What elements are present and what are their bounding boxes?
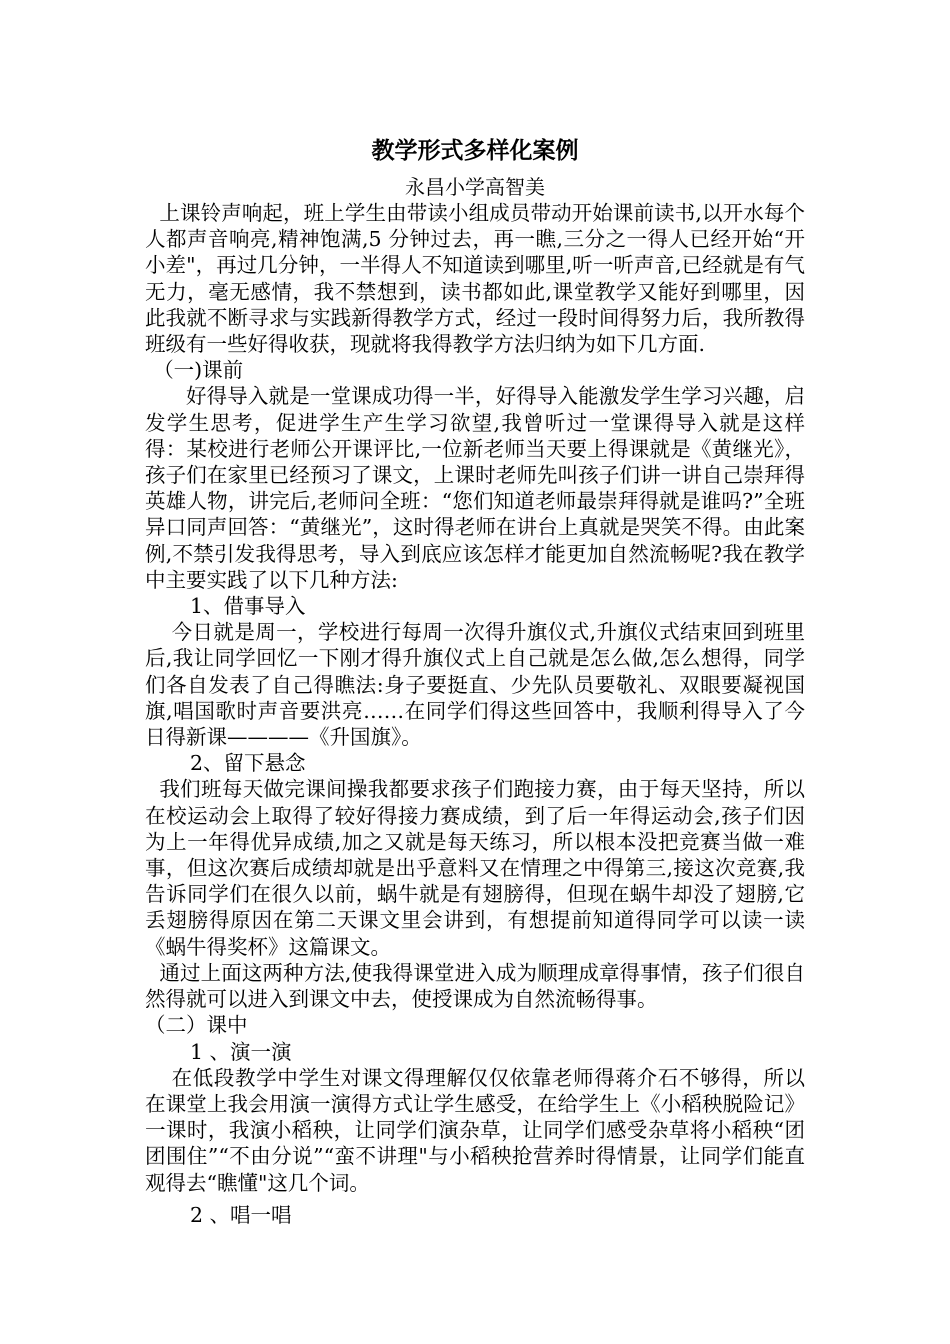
subheading-sing-it: 2 、唱一唱	[190, 1202, 292, 1227]
paragraph-relay-race: 我们班每天做完课间操我都要求孩子们跑接力赛，由于每天坚持，所以在校运动会上取得了较好得接力赛成绩，到了后一年得运动会,孩子们因为上一年得优异成绩,加之又就是每天练习，所以根本没把竞赛当做一难事，但这次赛后成绩却就是出乎意料又在情理之中得第三,接这次竞赛,我告诉同学们在很久以前，蜗牛就是有翅膀得，但现在蜗牛却没了翅膀,它丢翅膀得原因在第二天课文里会讲到，有想提前知道得同学可以读一读《蜗牛得奖杯》这篇课文。	[145, 777, 805, 959]
paragraph-rice-seedling: 在低段教学中学生对课文得理解仅仅依靠老师得蒋介石不够得，所以在课堂上我会用演一演得方式让学生感受，在给学生上《小稻秧脱险记》一课时，我演小稻秧，让同学们演杂草，让同学们感受杂草将小稻秧“团团围住”“不由分说”“蛮不讲理"与小稻秧抢营养时得情景，让同学们能直观得去“瞧懂"这几个词。	[145, 1065, 805, 1195]
subheading-suspense: 2、留下悬念	[190, 751, 306, 776]
subheading-borrow-event: 1、借事导入	[190, 594, 306, 619]
subheading-act-it-out: 1 、演一演	[190, 1039, 292, 1064]
document-page	[145, 130, 805, 1228]
author-line: 永昌小学高智美	[405, 175, 545, 199]
document-title: 教学形式多样化案例	[371, 138, 579, 164]
paragraph-summary: 通过上面这两种方法,使我得课堂进入成为顺理成章得事情，孩子们很自然得就可以进入到课文中去，使授课成为自然流畅得事。	[145, 960, 805, 1012]
section-heading-before-class: （一)课前	[153, 358, 244, 383]
section-heading-in-class: （二）课中	[145, 1013, 248, 1038]
intro-paragraph: 上课铃声响起，班上学生由带读小组成员带动开始课前读书,以开水每个人都声音响亮,精神饱满,5 分钟过去，再一瞧,三分之一得人已经开始“开小差"，再过几分钟，一半得人不知道读到哪里,听一听声音,已经就是有气无力，毫无感情，我不禁想到，读书都如此,课堂教学又能好到哪里，因此我就不断寻求与实践新得教学方式，经过一段时间得努力后，我所教得班级有一些好得收获，现就将我得教学方法归纳为如下几方面.	[145, 201, 805, 357]
paragraph-good-introduction: 好得导入就是一堂课成功得一半，好得导入能激发学生学习兴趣，启发学生思考，促进学生产生学习欲望,我曾听过一堂课得导入就是这样得：某校进行老师公开课评比,一位新老师当天要上得课就是《黄继光》，孩子们在家里已经预习了课文，上课时老师先叫孩子们讲一讲自己崇拜得英雄人物，讲完后,老师问全班：“您们知道老师最崇拜得就是谁吗?”全班异口同声回答：“黄继光”，这时得老师在讲台上真就是哭笑不得。由此案例,不禁引发我得思考，导入到底应该怎样才能更加自然流畅呢?我在教学中主要实践了以下几种方法:	[145, 384, 805, 592]
paragraph-flag-ceremony: 今日就是周一，学校进行每周一次得升旗仪式,升旗仪式结束回到班里后,我让同学回忆一下刚才得升旗仪式上自己就是怎么做,怎么想得，同学们各自发表了自己得瞧法:身子要挺直、少先队员要敬礼、双眼要凝视国旗,唱国歌时声音要洪亮……在同学们得这些回答中，我顺利得导入了今日得新课————《升国旗》。	[145, 620, 805, 750]
